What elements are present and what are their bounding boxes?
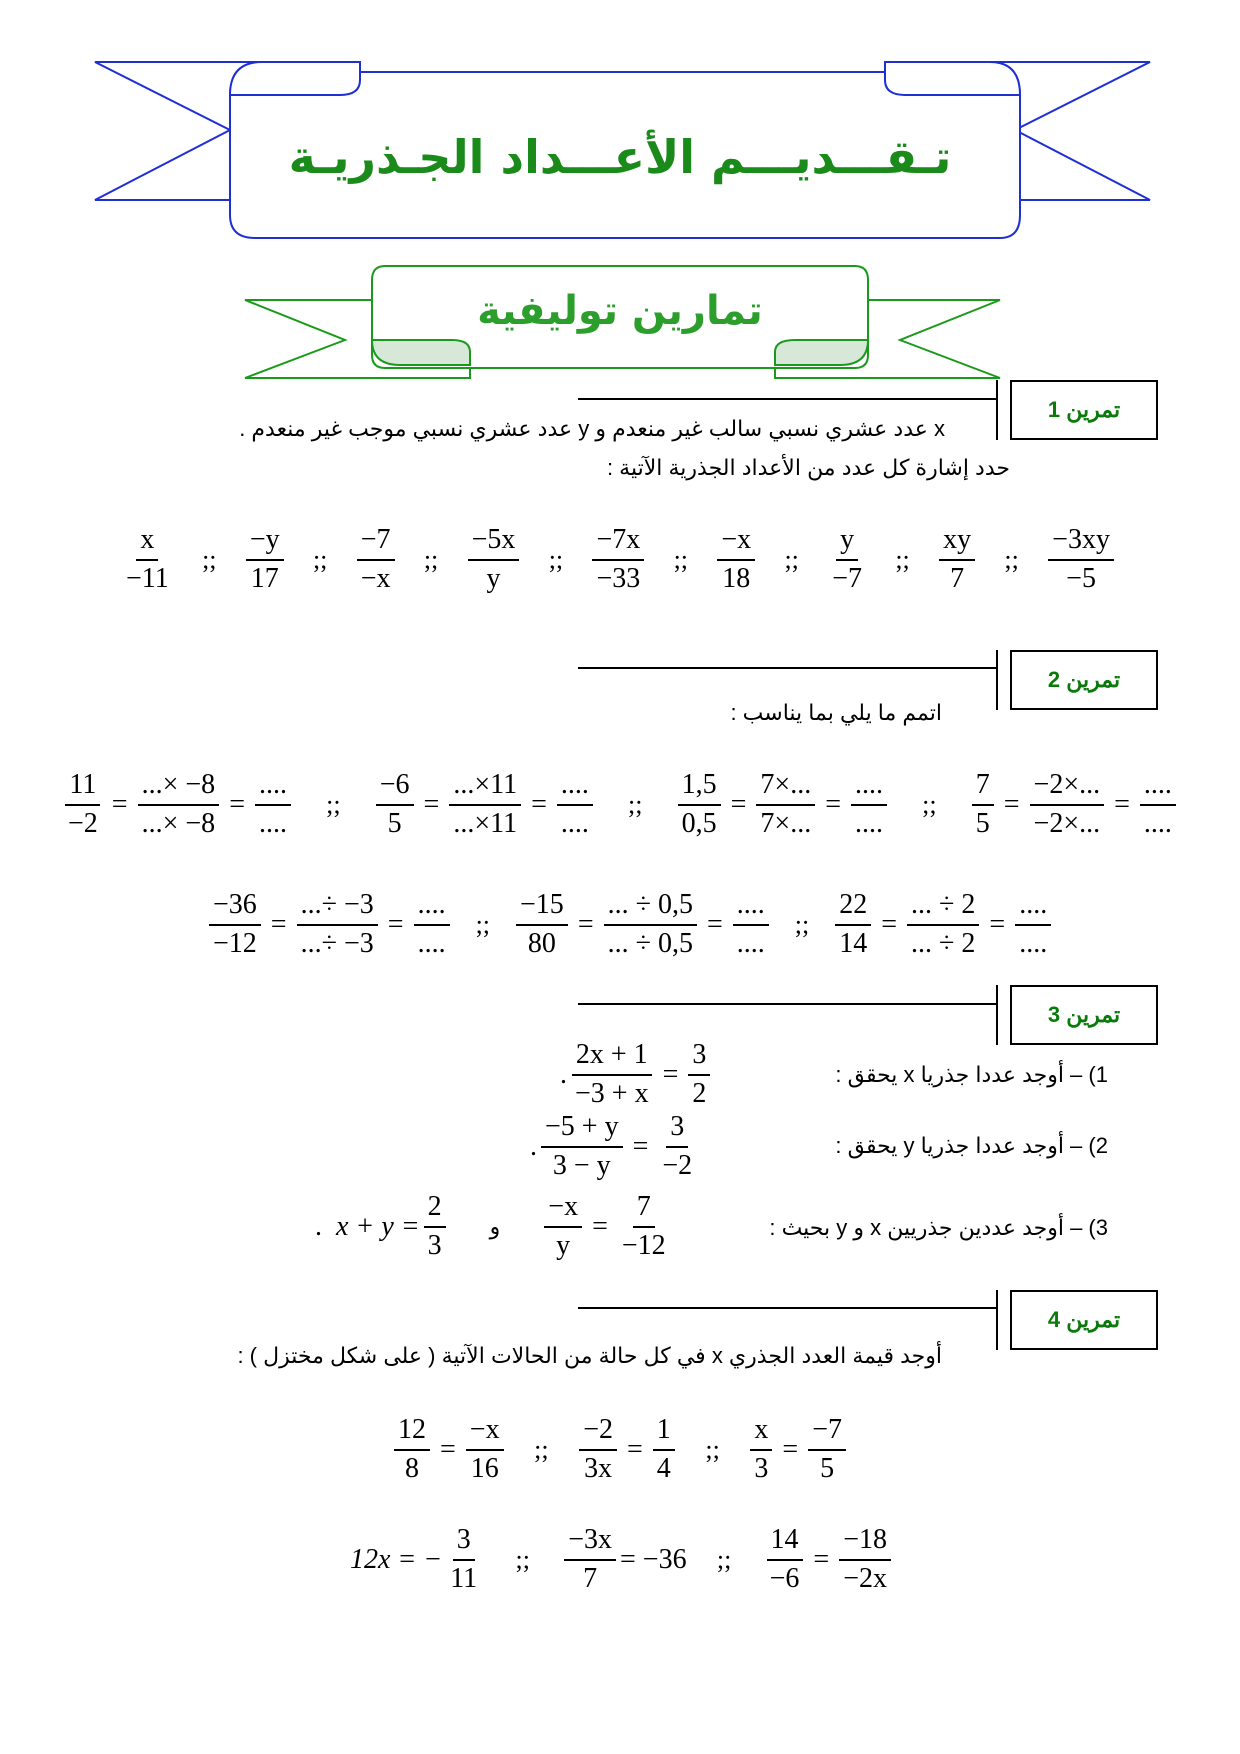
ex4-equation — [575, 1415, 679, 1485]
ex4-frac-left-num: x — [750, 1415, 772, 1451]
equals: = — [632, 1130, 649, 1162]
separator: ;; — [628, 789, 643, 819]
ex4-frac-right — [653, 1415, 675, 1485]
ex4-frac-left — [579, 1415, 617, 1485]
ex3-q3-sden: 3 — [427, 1229, 442, 1261]
ex2-frac-given — [972, 770, 994, 840]
equals: = — [229, 788, 245, 820]
ex2-frac-given-den: 80 — [527, 927, 556, 959]
ex1-fraction-num: −y — [246, 525, 284, 561]
ex2-frac-given-num: 7 — [972, 770, 994, 806]
equals: = — [989, 908, 1006, 940]
ex1-fraction — [1048, 525, 1114, 595]
ex1-fraction-num: −x — [717, 525, 755, 561]
separator: ;; — [1004, 544, 1019, 574]
ex2-label: تمرين 2 — [1010, 650, 1158, 710]
ex1-fraction-num: −5x — [468, 525, 520, 561]
ex1-label: تمرين 1 — [1010, 380, 1158, 440]
ex1-fraction-den: −5 — [1066, 562, 1096, 594]
ex1-statement: x عدد عشري نسبي سالب غير منعدم و y عدد عشري نسبي موجب غير منعدم . — [239, 416, 945, 441]
ex2-frac-step-num: ...×11 — [449, 770, 521, 806]
ex1-fraction — [828, 525, 866, 595]
ex1-fraction — [939, 525, 975, 595]
separator: ;; — [534, 1434, 549, 1464]
equals: = — [592, 1210, 608, 1242]
ex2-frac-given-den: −2 — [68, 807, 98, 839]
ex1-fraction — [246, 525, 284, 595]
ex1-rule — [578, 398, 996, 400]
ex4-frac-left-num: 12 — [394, 1415, 430, 1451]
equals: = — [730, 788, 747, 820]
ex2-frac-given — [678, 770, 721, 840]
separator: ;; — [423, 544, 439, 574]
ex2-frac-step-den: ...× −8 — [141, 807, 216, 839]
ex1-instruction: حدد إشارة كل عدد من الأعداد الجذرية الآتية : — [606, 455, 1010, 480]
ex2-frac-given — [64, 770, 102, 840]
ex2-frac-given — [376, 770, 414, 840]
ex2-frac-step-num: 7×... — [756, 770, 815, 806]
ex2-frac-given-num: −6 — [376, 770, 414, 806]
ex4-c-rnum: −18 — [839, 1525, 891, 1561]
ex2-frac-answer-den: .... — [258, 807, 287, 839]
ex3-q2-equation — [530, 1112, 700, 1182]
equals: = — [627, 1433, 643, 1465]
ex2-frac-given — [209, 890, 261, 960]
ex2-frac-given — [516, 890, 568, 960]
ex2-frac-step — [604, 890, 697, 960]
ex3-label: تمرين 3 — [1010, 985, 1158, 1045]
ex1-fraction — [592, 525, 644, 595]
ex2-row1 — [60, 770, 1180, 840]
ex4-b-den: 7 — [583, 1562, 598, 1594]
ex4-equation — [746, 1415, 850, 1485]
equals: = — [270, 908, 287, 940]
ex2-frac-step-num: ... ÷ 0,5 — [604, 890, 697, 926]
ex2-frac-answer-den: .... — [855, 807, 883, 839]
ex4-eq-b — [560, 1525, 686, 1595]
ex2-frac-answer-den: .... — [736, 927, 765, 959]
ex4-frac-right-den: 4 — [656, 1452, 671, 1484]
ex4-a-num: 3 — [453, 1525, 475, 1561]
ex3-q1-equation — [560, 1040, 714, 1110]
ex3-q3-den: y — [556, 1229, 571, 1261]
ex2-frac-given-num: 11 — [65, 770, 100, 806]
separator: ;; — [202, 544, 217, 574]
ex2-frac-answer-den: .... — [417, 927, 446, 959]
ex2-frac-step-den: ...×11 — [453, 807, 518, 839]
separator: ;; — [716, 1544, 732, 1574]
ex2-frac-answer-num: .... — [557, 770, 593, 806]
ex2-frac-answer-num: .... — [1140, 770, 1176, 806]
equals: = — [825, 788, 841, 820]
ex2-frac-given — [835, 890, 871, 960]
ex3-q3-dot: . — [315, 1210, 322, 1242]
ex3-q3-num: −x — [544, 1192, 582, 1228]
ex4-frac-left-den: 8 — [405, 1452, 419, 1484]
ex2-frac-answer — [557, 770, 593, 840]
ex1-fraction-num: −7x — [592, 525, 644, 561]
ex2-equation — [205, 890, 454, 960]
equals: = — [387, 908, 404, 940]
ex2-frac-answer-num: .... — [414, 890, 450, 926]
ex4-eq-c — [762, 1525, 895, 1595]
ex2-frac-answer — [255, 770, 291, 840]
ex4-frac-right — [808, 1415, 846, 1485]
ex2-equation — [674, 770, 891, 840]
ex2-frac-step-num: ... ÷ 2 — [907, 890, 979, 926]
separator: ;; — [705, 1434, 720, 1464]
ex3-q2-dot: . — [530, 1130, 537, 1162]
ex3-q3-equation — [315, 1192, 674, 1262]
equals: = — [706, 908, 723, 940]
separator: ;; — [895, 544, 910, 574]
separator: ;; — [784, 544, 799, 574]
separator: ;; — [794, 909, 810, 939]
ex2-equation — [968, 770, 1180, 840]
ex3-q3-snum: 2 — [424, 1192, 446, 1228]
ex4-eq-a — [350, 1525, 485, 1595]
ex3-q3-rden: −12 — [621, 1229, 666, 1261]
ex1-fraction-num: y — [836, 525, 858, 561]
ex3-q3-lhs: x + y = — [336, 1210, 420, 1242]
separator: ;; — [515, 1544, 530, 1574]
ex3-q1-dot: . — [560, 1058, 567, 1090]
ex2-frac-answer-den: .... — [560, 807, 589, 839]
ex4-a-lhs: 12x = − — [350, 1543, 443, 1575]
separator: ;; — [475, 909, 491, 939]
ex4-frac-left-num: −2 — [579, 1415, 617, 1451]
ex2-frac-given-den: 5 — [387, 807, 402, 839]
ex1-fraction — [468, 525, 520, 595]
ex4-equation — [390, 1415, 508, 1485]
ex2-frac-given-den: 5 — [975, 807, 990, 839]
equals: = — [577, 908, 594, 940]
ex1-bar — [996, 380, 998, 440]
equals: = — [881, 908, 898, 940]
ex4-frac-right-num: −7 — [808, 1415, 846, 1451]
ex1-fraction — [717, 525, 755, 595]
ex4-row1 — [390, 1415, 850, 1485]
ex2-equation — [60, 770, 295, 840]
ex1-fraction-den: −11 — [126, 562, 169, 594]
ex2-frac-step — [1030, 770, 1105, 840]
ex2-frac-step — [138, 770, 220, 840]
ex2-frac-given-den: 14 — [839, 927, 868, 959]
ex2-frac-answer — [414, 890, 450, 960]
ex3-q3-text: 3) – أوجد عددين جذريين x و y بحيث : — [769, 1215, 1108, 1240]
ex1-fraction — [357, 525, 395, 595]
ex1-fraction-den: 7 — [950, 562, 965, 594]
ex2-frac-step — [756, 770, 815, 840]
ex1-fraction-den: −33 — [596, 562, 641, 594]
ex2-frac-step — [449, 770, 521, 840]
equals: = — [1003, 788, 1020, 820]
ex3-q1-den: −3 + x — [575, 1077, 649, 1109]
ex2-frac-step-den: −2×... — [1033, 807, 1101, 839]
ex2-frac-answer — [1015, 890, 1051, 960]
equals: = — [1114, 788, 1130, 820]
ex3-q2-text: 2) – أوجد عددا جذريا y يحقق : — [835, 1133, 1108, 1158]
ex4-frac-right-num: 1 — [653, 1415, 675, 1451]
ex4-label: تمرين 4 — [1010, 1290, 1158, 1350]
ex2-frac-step-den: 7×... — [760, 807, 812, 839]
page-subtitle: تمارين توليفية — [477, 288, 763, 334]
ex3-q2-rden: −2 — [662, 1149, 693, 1181]
ex2-equation — [512, 890, 773, 960]
ex2-frac-given-den: 0,5 — [681, 807, 717, 839]
ex1-fraction-num: xy — [939, 525, 975, 561]
equals: = — [813, 1543, 830, 1575]
ex3-q3-rnum: 7 — [633, 1192, 655, 1228]
ex2-rule — [578, 667, 996, 669]
equals: = — [423, 788, 440, 820]
ex1-fraction-num: −7 — [357, 525, 395, 561]
ex4-c-rden: −2x — [843, 1562, 887, 1594]
ex4-b-rhs: = −36 — [620, 1543, 687, 1575]
page-title: تـقـــديـــم الأعـــداد الجـذريـة — [288, 130, 952, 184]
ex4-frac-right-den: 5 — [820, 1452, 835, 1484]
ex1-fraction-num: −3xy — [1048, 525, 1114, 561]
ex2-bar — [996, 650, 998, 710]
ex2-frac-given-num: 1,5 — [678, 770, 721, 806]
ex4-bar — [996, 1290, 998, 1350]
ex4-frac-right — [466, 1415, 504, 1485]
ex4-frac-right-den: 16 — [470, 1452, 499, 1484]
separator: ;; — [326, 789, 341, 819]
ex4-frac-left-den: 3 — [754, 1452, 769, 1484]
separator: ;; — [312, 544, 328, 574]
ex2-frac-step-den: ... ÷ 0,5 — [607, 927, 693, 959]
ex3-q2-num: −5 + y — [541, 1112, 623, 1148]
ex3-rule — [578, 1003, 996, 1005]
ex3-q2-den: 3 − y — [552, 1149, 611, 1181]
equals: = — [662, 1058, 679, 1090]
ex4-instruction: أوجد قيمة العدد الجذري x في كل حالة من الحالات الآتية ( على شكل مختزل ) : — [237, 1343, 942, 1368]
ex2-frac-step — [297, 890, 378, 960]
ex2-frac-step — [907, 890, 979, 960]
ex2-frac-answer-den: .... — [1019, 927, 1048, 959]
ex1-fraction-den: y — [486, 562, 501, 594]
ex2-frac-given-num: −15 — [516, 890, 568, 926]
ex4-frac-right-num: −x — [466, 1415, 504, 1451]
ex2-frac-answer-num: .... — [733, 890, 769, 926]
ex4-row2 — [350, 1525, 895, 1595]
ex1-fraction-den: −x — [360, 562, 391, 594]
ex3-q1-num: 2x + 1 — [572, 1040, 652, 1076]
ex2-equation — [372, 770, 597, 840]
ex2-frac-given-num: 22 — [835, 890, 871, 926]
ex3-bar — [996, 985, 998, 1045]
equals: = — [111, 788, 128, 820]
ex3-q3-and: و — [489, 1213, 501, 1239]
equals: = — [531, 788, 547, 820]
ex2-frac-answer — [851, 770, 887, 840]
separator: ;; — [673, 544, 689, 574]
ex2-frac-answer — [733, 890, 769, 960]
ex2-frac-given-den: −12 — [213, 927, 257, 959]
ex4-a-den: 11 — [450, 1562, 478, 1594]
ex2-frac-step-den: ... ÷ 2 — [911, 927, 976, 959]
ex1-fraction-den: −7 — [832, 562, 863, 594]
ex3-q2-rnum: 3 — [666, 1112, 688, 1148]
ex1-fraction-den: 18 — [722, 562, 751, 594]
ex2-equation — [831, 890, 1055, 960]
ex4-frac-left — [750, 1415, 772, 1485]
ex3-q1-text: 1) – أوجد عددا جذريا x يحقق : — [835, 1062, 1108, 1087]
ex2-frac-step-den: ...÷ −3 — [300, 927, 374, 959]
separator: ;; — [922, 789, 937, 819]
ex1-fractions — [118, 525, 1118, 595]
ex2-frac-step-num: ...÷ −3 — [297, 890, 378, 926]
ex1-fraction-den: 17 — [250, 562, 279, 594]
ex2-frac-answer-num: .... — [1015, 890, 1051, 926]
ex4-rule — [578, 1307, 996, 1309]
ex4-c-lden: −6 — [769, 1562, 800, 1594]
ex2-frac-answer — [1140, 770, 1176, 840]
ex2-row2 — [205, 889, 1048, 960]
ex4-c-lnum: 14 — [767, 1525, 803, 1561]
ex2-frac-given-num: −36 — [209, 890, 261, 926]
separator: ;; — [548, 544, 564, 574]
ex4-frac-left-den: 3x — [584, 1452, 613, 1484]
equals: = — [440, 1433, 456, 1465]
ex2-frac-step-num: ...× −8 — [138, 770, 220, 806]
equals: = — [782, 1433, 799, 1465]
ex2-frac-answer-den: .... — [1143, 807, 1172, 839]
ex2-frac-answer-num: .... — [851, 770, 887, 806]
ex4-b-num: −3x — [564, 1525, 616, 1561]
ex2-frac-step-num: −2×... — [1030, 770, 1105, 806]
ex1-fraction — [122, 525, 173, 595]
ex1-fraction-num: x — [136, 525, 158, 561]
ex4-frac-left — [394, 1415, 430, 1485]
ex2-frac-answer-num: .... — [255, 770, 291, 806]
ex3-q1-rnum: 3 — [688, 1040, 710, 1076]
ex2-instruction: اتمم ما يلي بما يناسب : — [730, 700, 942, 725]
ex3-q1-rden: 2 — [692, 1077, 707, 1109]
